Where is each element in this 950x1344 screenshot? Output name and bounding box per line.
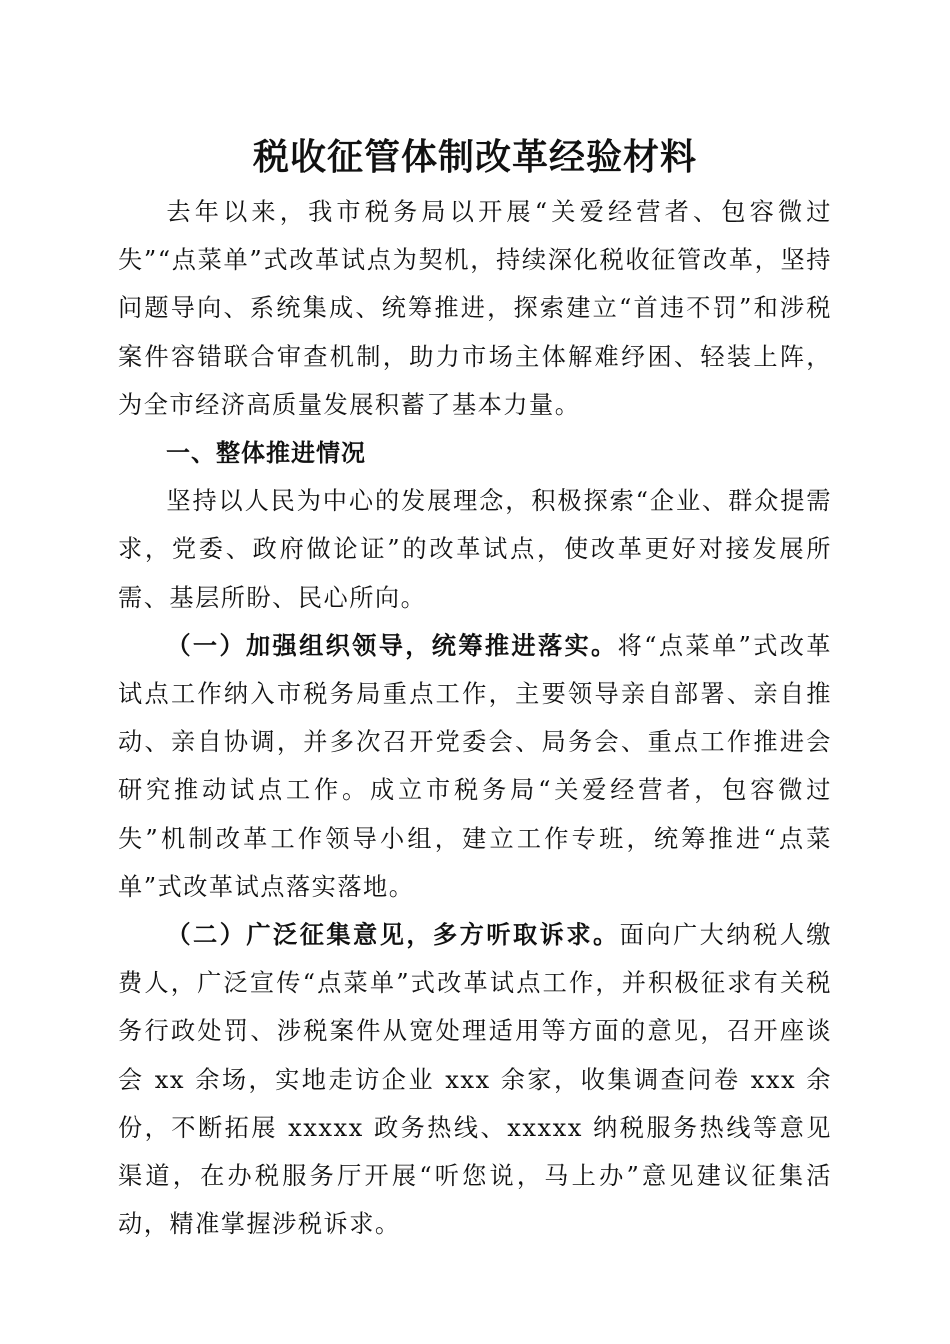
document-title: 税收征管体制改革经验材料 — [252, 137, 697, 178]
item-organization-lead: （一）加强组织领导，统筹推进落实。 — [166, 630, 618, 660]
item-organization-body: 将“点菜单”式改革试点工作纳入市税务局重点工作，主要领导亲自部署、亲自推动、亲自协调，并多次召开党委会、局务会、重点工作推进会研究推动试点工作。成立市税务局“关爱经营者，包容微过失”机制改革工作领导小组，建立工作专班，统筹推进“点菜单”式改革试点落实落地。 — [118, 631, 832, 901]
intro-paragraph: 去年以来，我市税务局以开展“关爱经营者、包容微过失”“点菜单”式改革试点为契机，持续深化税收征管改革，坚持问题导向、系统集成、统筹推进，探索建立“首违不罚”和涉税案件容错联合审查机制，助力市场主体解难纾困、轻装上阵，为全市经济高质量发展积蓄了基本力量。 — [118, 198, 832, 419]
section-overall-paragraph: 坚持以人民为中心的发展理念，积极探索“企业、群众提需求，党委、政府做论证”的改革试点，使改革更好对接发展所需、基层所盼、民心所向。 — [118, 487, 832, 612]
item-opinions-lead: （二）广泛征集意见，多方听取诉求。 — [166, 920, 620, 950]
section-heading-overall: 一、整体推进情况 — [166, 439, 366, 468]
item-organization-paragraph — [118, 622, 832, 911]
item-opinions-body: 面向广大纳税人缴费人，广泛宣传“点菜单”式改革试点工作，并积极征求有关税务行政处罚、涉税案件从宽处理适用等方面的意见，召开座谈会 xx 余场，实地走访企业 xxx 余家，收集调查问卷 xxx 余份，不断拓展 xxxxx 政务热线、xxxxx 纳税服务热线等意见渠道，在办税服务厅开展“听您说，马上办”意见建议征集活动，精准掌握涉税诉求。 — [118, 921, 832, 1239]
document-body — [118, 128, 832, 1248]
item-opinions-paragraph — [118, 911, 832, 1248]
